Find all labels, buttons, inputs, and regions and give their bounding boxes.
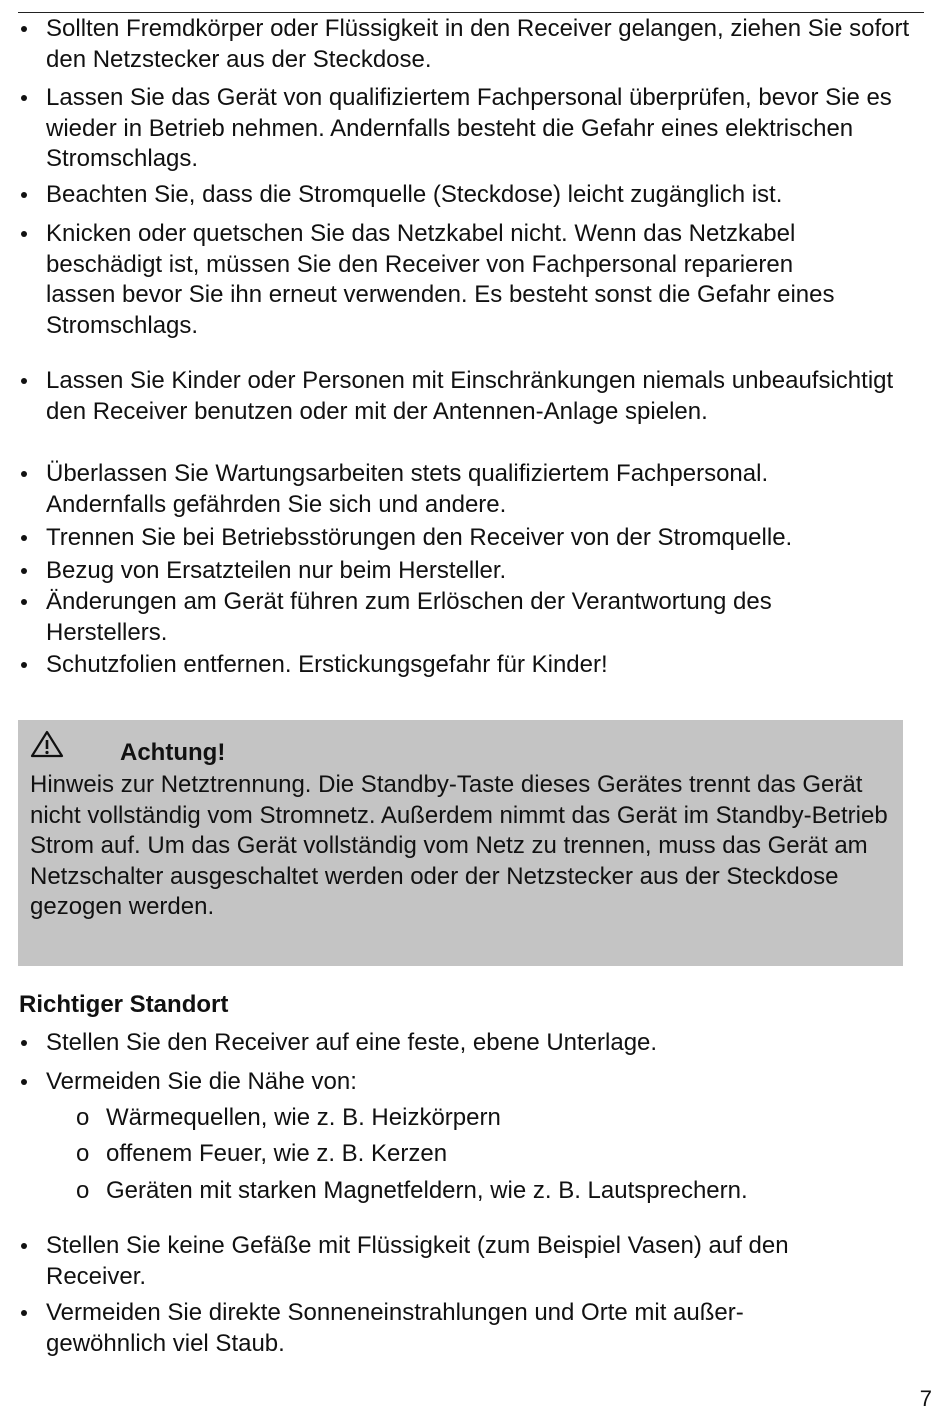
sub-list-marker: o <box>76 1140 90 1167</box>
sub-list-marker: o <box>76 1177 90 1204</box>
list-item: Vermeiden Sie direkte Sonneneinstrahlungen und Orte mit außer-gewöhnlich viel Staub. <box>46 1298 826 1359</box>
top-rule <box>18 12 924 13</box>
list-item: Stellen Sie keine Gefäße mit Flüssigkeit (zum Beispiel Vasen) auf den Receiver. <box>46 1231 886 1292</box>
warning-title: Achtung! <box>120 739 226 766</box>
list-item: Änderungen am Gerät führen zum Erlöschen der Verantwortung des Herstellers. <box>46 587 866 648</box>
sub-list-item: Wärmequellen, wie z. B. Heizkörpern <box>106 1104 501 1131</box>
list-item: Vermeiden Sie die Nähe von: <box>46 1067 926 1098</box>
list-item: Trennen Sie bei Betriebsstörungen den Receiver von der Stromquelle. <box>46 523 926 554</box>
list-item: Bezug von Ersatzteilen nur beim Hersteller. <box>46 556 926 587</box>
section-heading: Richtiger Standort <box>19 991 229 1018</box>
list-item: Überlassen Sie Wartungsarbeiten stets qualifiziertem Fachpersonal. Andernfalls gefährden Sie sich und andere. <box>46 459 856 520</box>
sub-list-item: offenem Feuer, wie z. B. Kerzen <box>106 1140 448 1167</box>
list-item: Sollten Fremdkörper oder Flüssigkeit in den Receiver gelangen, ziehen Sie sofort den Netzstecker aus der Steckdose. <box>46 14 926 75</box>
list-item: Knicken oder quetschen Sie das Netzkabel nicht. Wenn das Netzkabel beschädigt ist, müssen Sie den Receiver von Fachpersonal reparieren lassen bevor Sie ihn erneut verwenden. Es besteht sonst die Gefahr eines Stromschlags. <box>46 219 846 341</box>
sub-list-item: Geräten mit starken Magnetfeldern, wie z. B. Lautsprechern. <box>106 1177 748 1204</box>
list-item: Lassen Sie das Gerät von qualifiziertem Fachpersonal überprüfen, bevor Sie es wieder in Betrieb nehmen. Andernfalls besteht die Gefahr eines elektrischen Stromschlags. <box>46 83 926 175</box>
warning-triangle-icon <box>30 730 64 758</box>
list-item: Stellen Sie den Receiver auf eine feste, ebene Unterlage. <box>46 1028 926 1059</box>
page-number: 7 <box>919 1386 932 1411</box>
sub-list-marker: o <box>76 1104 90 1131</box>
list-item: Schutzfolien entfernen. Erstickungsgefahr für Kinder! <box>46 650 926 681</box>
list-item: Lassen Sie Kinder oder Personen mit Einschränkungen niemals unbeaufsichtigt den Receiver benutzen oder mit der Antennen-Anlage spielen. <box>46 366 896 427</box>
warning-text: Hinweis zur Netztrennung. Die Standby-Taste dieses Gerätes trennt das Gerät nicht vollständig vom Stromnetz. Außerdem nimmt das Gerät im Standby-Betrieb Strom auf. Um das Gerät vollständig vom Netz zu trennen, muss das Gerät am Netzschalter ausgeschaltet werden oder der Netzstecker aus der Steckdose gezogen werden. <box>30 771 888 920</box>
list-item: Beachten Sie, dass die Stromquelle (Steckdose) leicht zugänglich ist. <box>46 180 926 211</box>
